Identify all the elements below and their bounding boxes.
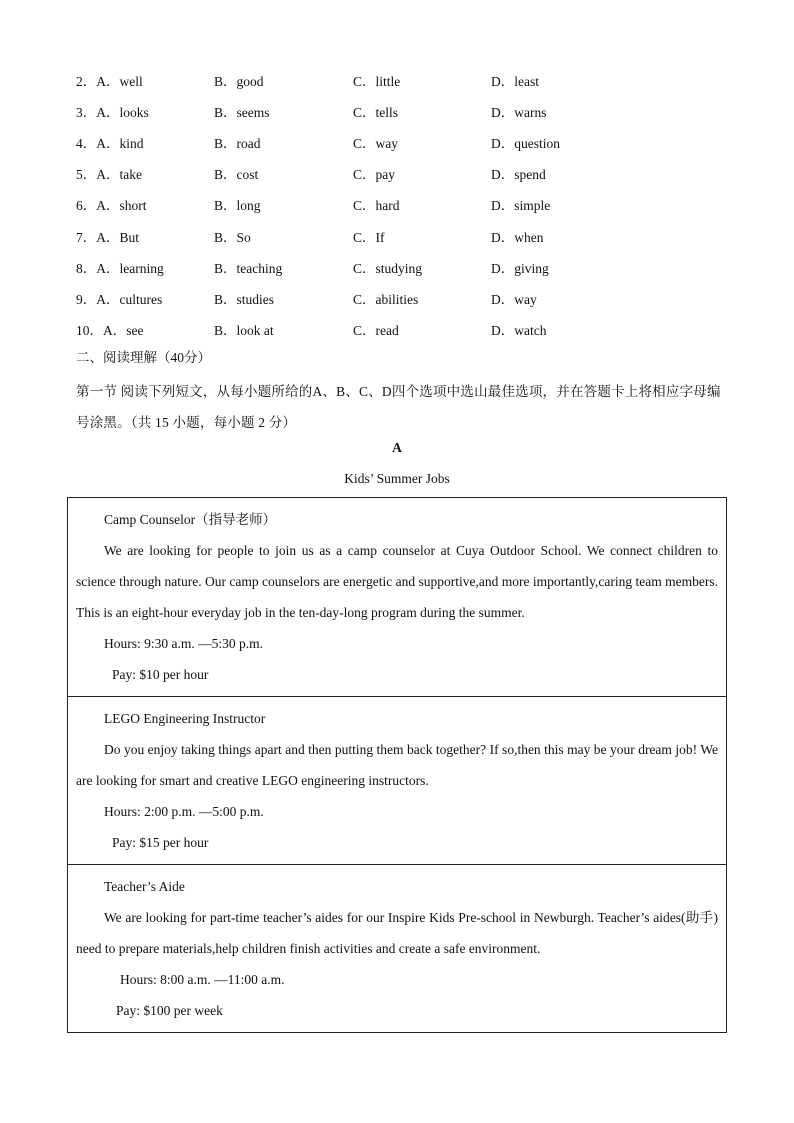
job-pay: Pay: $10 per hour — [112, 667, 209, 682]
option-d: D．giving — [491, 260, 549, 276]
option-row — [76, 189, 611, 220]
job-hours: Hours: 9:30 a.m. —5:30 p.m. — [104, 636, 263, 651]
option-b: B．long — [214, 198, 261, 214]
option-d: D．when — [491, 229, 544, 245]
option-d: D．watch — [491, 323, 547, 339]
option-row — [76, 251, 611, 282]
answer-options-table — [76, 64, 611, 345]
job-pay: Pay: $15 per hour — [112, 835, 209, 850]
option-a: 7．A．But — [76, 229, 140, 245]
option-b: B．studies — [214, 291, 275, 307]
job-listing — [68, 696, 726, 864]
job-hours: Hours: 8:00 a.m. —11:00 a.m. — [120, 972, 285, 987]
job-listing — [68, 498, 726, 696]
passage-letter: A — [392, 440, 402, 455]
section-heading: 二、阅读理解（40分） — [76, 350, 211, 365]
option-a: 9．A．cultures — [76, 291, 163, 307]
section-instructions: 第一节 阅读下列短文，从每小题所给的A、B、C、D四个选项中选山最佳选项，并在答题卡上将相应字母编号涂黑。（共 15 小题，每小题 2 分） — [76, 384, 721, 430]
option-a: 2．A．well — [76, 73, 143, 89]
job-title: Camp Counselor（指导老师） — [104, 512, 277, 527]
option-c: C．pay — [353, 167, 395, 183]
option-c: C．hard — [353, 198, 400, 214]
option-row — [76, 220, 611, 251]
option-a: 10．A．see — [76, 323, 144, 339]
option-row — [76, 314, 611, 345]
jobs-table — [67, 497, 727, 1033]
option-a: 3．A．looks — [76, 104, 149, 120]
option-b: B．look at — [214, 323, 274, 339]
job-description: We are looking for people to join us as a camp counselor at Cuya Outdoor School. We connect children to science through nature. Our camp counselors are energetic and supportive,and more importantly,caring team members. This is an eight-hour everyday job in the ten-day-long program during the summer. — [76, 543, 718, 620]
option-d: D．way — [491, 291, 537, 307]
option-d: D．simple — [491, 198, 551, 214]
option-c: C．tells — [353, 104, 399, 120]
option-c: C．read — [353, 323, 399, 339]
option-d: D．least — [491, 73, 539, 89]
option-a: 6．A．short — [76, 198, 147, 214]
option-d: D．spend — [491, 167, 546, 183]
option-row — [76, 282, 611, 313]
passage-title: Kids’ Summer Jobs — [344, 471, 450, 486]
option-b: B．road — [214, 135, 261, 151]
option-d: D．question — [491, 135, 560, 151]
option-row — [76, 95, 611, 126]
option-row — [76, 158, 611, 189]
option-c: C．If — [353, 229, 385, 245]
job-pay: Pay: $100 per week — [116, 1003, 223, 1018]
option-a: 8．A．learning — [76, 260, 164, 276]
option-b: B．teaching — [214, 260, 283, 276]
option-b: B．cost — [214, 167, 259, 183]
option-a: 5．A．take — [76, 167, 142, 183]
job-title: Teacher’s Aide — [104, 879, 185, 894]
option-c: C．little — [353, 73, 401, 89]
option-d: D．warns — [491, 104, 547, 120]
option-c: C．abilities — [353, 291, 419, 307]
option-row — [76, 64, 611, 95]
option-b: B．So — [214, 229, 251, 245]
option-b: B．seems — [214, 104, 270, 120]
job-listing — [68, 864, 726, 1032]
job-description: Do you enjoy taking things apart and then putting them back together? If so,then this may be your dream job! We are looking for smart and creative LEGO engineering instructors. — [76, 742, 718, 788]
option-b: B．good — [214, 73, 264, 89]
option-c: C．studying — [353, 260, 423, 276]
job-hours: Hours: 2:00 p.m. —5:00 p.m. — [104, 804, 264, 819]
job-description: We are looking for part-time teacher’s aides for our Inspire Kids Pre-school in Newburgh. Teacher’s aides(助手) need to prepare materials,help children finish activities and create a safe environment. — [76, 910, 718, 956]
option-a: 4．A．kind — [76, 135, 144, 151]
job-title: LEGO Engineering Instructor — [104, 711, 266, 726]
option-c: C．way — [353, 135, 398, 151]
option-row — [76, 126, 611, 157]
